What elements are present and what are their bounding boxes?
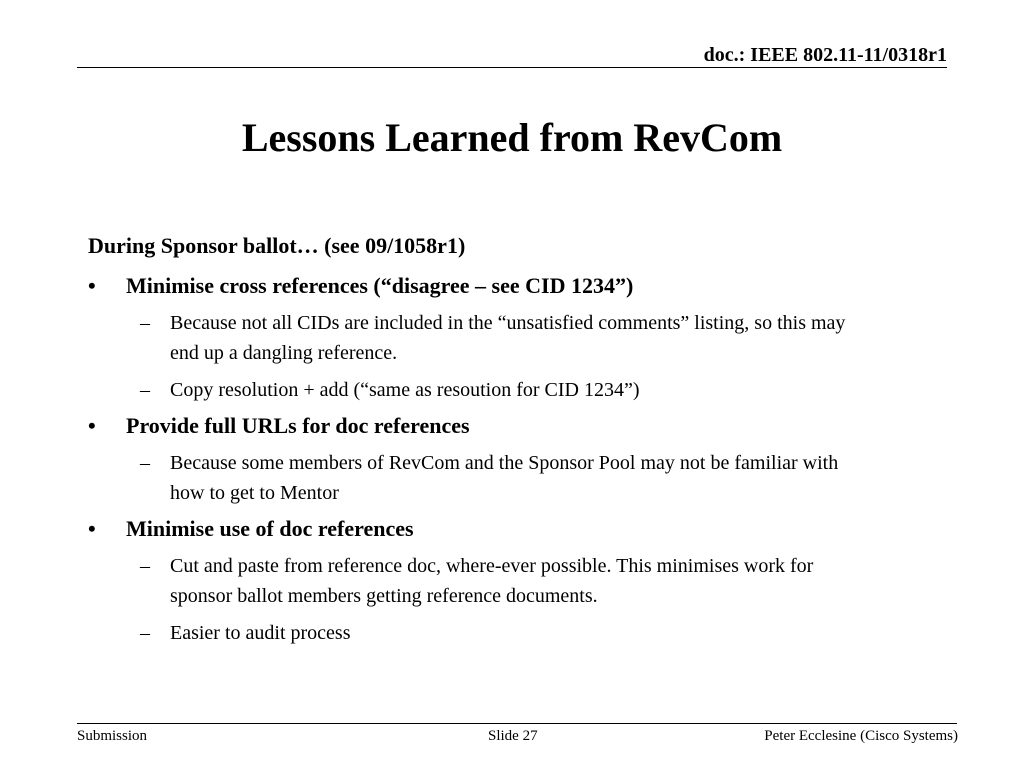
sub-text: Copy resolution + add (“same as resoution for CID 1234”) [170, 379, 640, 401]
sub-marker: – [140, 555, 150, 577]
sub-text: Easier to audit process [170, 622, 351, 644]
document-id: doc.: IEEE 802.11-11/0318r1 [703, 44, 947, 66]
sub-text: Because some members of RevCom and the Sponsor Pool may not be familiar with how to get to Mentor [170, 452, 839, 504]
sub-item [88, 551, 850, 611]
sub-item [88, 375, 850, 405]
bullet-marker: • [88, 413, 96, 438]
intro-line: During Sponsor ballot… (see 09/1058r1) [88, 233, 466, 258]
sub-item [88, 618, 850, 648]
sub-marker: – [140, 312, 150, 334]
sub-item [88, 448, 850, 508]
bullet-text: Provide full URLs for doc references [126, 413, 470, 438]
header-divider [77, 67, 947, 68]
slide-title: Lessons Learned from RevCom [241, 115, 783, 160]
bullet-marker: • [88, 273, 96, 298]
sub-item [88, 308, 850, 368]
sub-text: Cut and paste from reference doc, where-ever possible. This minimises work for sponsor ballot members getting reference documents. [170, 555, 814, 607]
slide-body [88, 232, 948, 655]
footer-submission: Submission [77, 728, 148, 744]
bullet-item [88, 412, 948, 440]
footer-divider [77, 723, 957, 724]
bullet-item [88, 515, 948, 543]
bullet-item [88, 272, 948, 300]
bullet-text: Minimise use of doc references [126, 516, 414, 541]
footer-author: Peter Ecclesine (Cisco Systems) [764, 728, 958, 744]
slide-number: Slide 27 [488, 728, 538, 744]
sub-marker: – [140, 452, 150, 474]
sub-text: Because not all CIDs are included in the “unsatisfied comments” listing, so this may end up a dangling reference. [170, 312, 846, 364]
sub-marker: – [140, 622, 150, 644]
bullet-text: Minimise cross references (“disagree – see CID 1234”) [126, 273, 634, 298]
bullet-marker: • [88, 516, 96, 541]
sub-marker: – [140, 379, 150, 401]
